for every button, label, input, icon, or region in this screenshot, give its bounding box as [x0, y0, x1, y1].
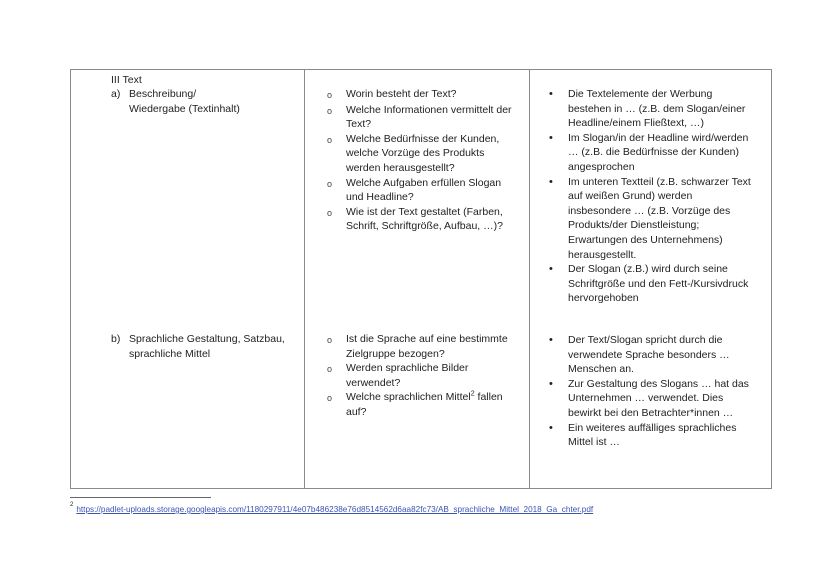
row-a-questions — [327, 87, 512, 234]
list-item — [549, 87, 751, 131]
circle-bullet-icon: o — [327, 335, 333, 345]
question-line: auf? — [346, 405, 367, 418]
answer-line: insbesondere … (z.B. Vorzüge des — [568, 204, 731, 217]
answer-line: Im unteren Textteil (z.B. schwarzer Text — [568, 175, 751, 188]
label-line: sprachliche Mittel — [129, 347, 211, 360]
question-line: Welche Informationen vermittelt der — [346, 103, 512, 116]
question-text: Welche sprachlichen Mittel — [346, 391, 471, 404]
row-b-marker: b) — [111, 333, 121, 345]
footnote-ref[interactable]: 2 — [470, 390, 475, 398]
answer-line: herausgestellt. — [568, 248, 637, 261]
list-item — [327, 332, 508, 361]
footnote-link[interactable]: https://padlet-uploads.storage.googleapis.com/1180297911/4e07b486238e76d8514562d6aa82fc73/AB_sprachliche_Mittel_2018_Ga_chter.pdf — [76, 505, 594, 514]
answer-line: Schriftgröße und den Fett-/Kursivdruck — [568, 277, 749, 290]
circle-bullet-icon: o — [327, 364, 333, 375]
answer-line: verwendete Sprache besonders … — [568, 348, 730, 361]
label-line: Wiedergabe (Textinhalt) — [129, 102, 240, 115]
question-line: Text? — [346, 118, 372, 131]
answer-line: angesprochen — [568, 160, 635, 173]
circle-bullet-icon: o — [327, 178, 333, 189]
answer-line: auf weißen Grund) werden — [568, 190, 693, 203]
question-line: welche Vorzüge des Produkts — [346, 147, 485, 160]
question-line: verwendet? — [346, 376, 401, 389]
bullet-icon: • — [549, 131, 553, 144]
question-line: Welche Aufgaben erfüllen Slogan — [346, 176, 502, 189]
circle-bullet-icon: o — [327, 90, 333, 100]
list-item — [327, 390, 508, 419]
answer-line: Headline/einem Fließtext, …) — [568, 117, 704, 130]
bullet-icon: • — [549, 377, 553, 390]
list-item — [549, 421, 749, 450]
label-line: Beschreibung/ — [129, 88, 197, 100]
question-line: Wie ist der Text gestaltet (Farben, — [346, 205, 503, 218]
footnote-number: 2 — [70, 502, 74, 508]
row-a-marker: a) — [111, 88, 121, 100]
list-item — [549, 377, 749, 421]
question-line: Welche Bedürfnisse der Kunden, — [346, 132, 500, 145]
footnote-divider — [70, 497, 211, 498]
bullet-icon: • — [549, 334, 553, 346]
answer-line: … (z.B. die Bedürfnisse der Kunden) — [568, 146, 740, 159]
question-line: Ist die Sprache auf eine bestimmte — [346, 333, 508, 345]
question-line: Zielgruppe bezogen? — [346, 347, 445, 360]
answer-line: Mittel ist … — [568, 436, 620, 449]
row-a-label — [111, 87, 240, 116]
answer-line: Zur Gestaltung des Slogans … hat das — [568, 377, 749, 390]
row-b-questions — [327, 332, 508, 420]
list-item — [327, 103, 512, 132]
list-item — [327, 176, 512, 205]
label-line: Sprachliche Gestaltung, Satzbau, — [129, 333, 285, 345]
analysis-table — [70, 69, 772, 489]
criteria-column — [71, 70, 305, 488]
answer-line: Unternehmen … verwendet. Dies — [568, 392, 724, 405]
questions-column — [305, 70, 530, 488]
bullet-icon: • — [549, 175, 553, 188]
circle-bullet-icon: o — [327, 393, 333, 404]
answers-column — [530, 70, 771, 488]
section-title: III Text — [111, 74, 142, 86]
question-text: fallen — [474, 391, 503, 404]
bullet-icon: • — [549, 263, 553, 276]
bullet-icon: • — [549, 421, 553, 434]
footnote — [70, 502, 594, 514]
answer-line: Der Slogan (z.B.) wird durch seine — [568, 263, 728, 276]
question-line: Werden sprachliche Bilder — [346, 362, 469, 375]
answer-line: Erwartungen des Unternehmens) — [568, 233, 723, 246]
answer-line: bestehen in … (z.B. dem Slogan/einer — [568, 102, 746, 115]
answer-line: Der Text/Slogan spricht durch die — [568, 334, 723, 346]
circle-bullet-icon: o — [327, 207, 333, 218]
question-line — [346, 390, 503, 405]
question-line: Worin besteht der Text? — [346, 88, 457, 100]
list-item — [327, 132, 512, 176]
question-line: und Headline? — [346, 191, 414, 204]
answer-line: Ein weiteres auffälliges sprachliches — [568, 421, 737, 434]
list-item — [327, 87, 512, 103]
list-item — [327, 205, 512, 234]
row-a-answers — [549, 87, 751, 306]
bullet-icon: • — [549, 88, 553, 100]
list-item — [549, 262, 751, 306]
list-item — [549, 175, 751, 263]
answer-line: Im Slogan/in der Headline wird/werden — [568, 131, 749, 144]
answer-line: Produkts/der Dienstleistung; — [568, 219, 700, 232]
list-item — [549, 131, 751, 175]
question-line: Schrift, Schriftgröße, Aufbau, …)? — [346, 220, 503, 233]
answer-line: bewirkt bei den Betrachter*innen … — [568, 406, 734, 419]
list-item — [549, 333, 749, 377]
circle-bullet-icon: o — [327, 105, 333, 116]
row-b-answers — [549, 333, 749, 450]
answer-line: Menschen an. — [568, 363, 634, 376]
answer-line: Die Textelemente der Werbung — [568, 88, 713, 100]
answer-line: hervorgehoben — [568, 292, 639, 305]
circle-bullet-icon: o — [327, 134, 333, 145]
row-b-label — [111, 332, 285, 361]
question-line: werden herausgestellt? — [346, 161, 455, 174]
list-item — [327, 361, 508, 390]
